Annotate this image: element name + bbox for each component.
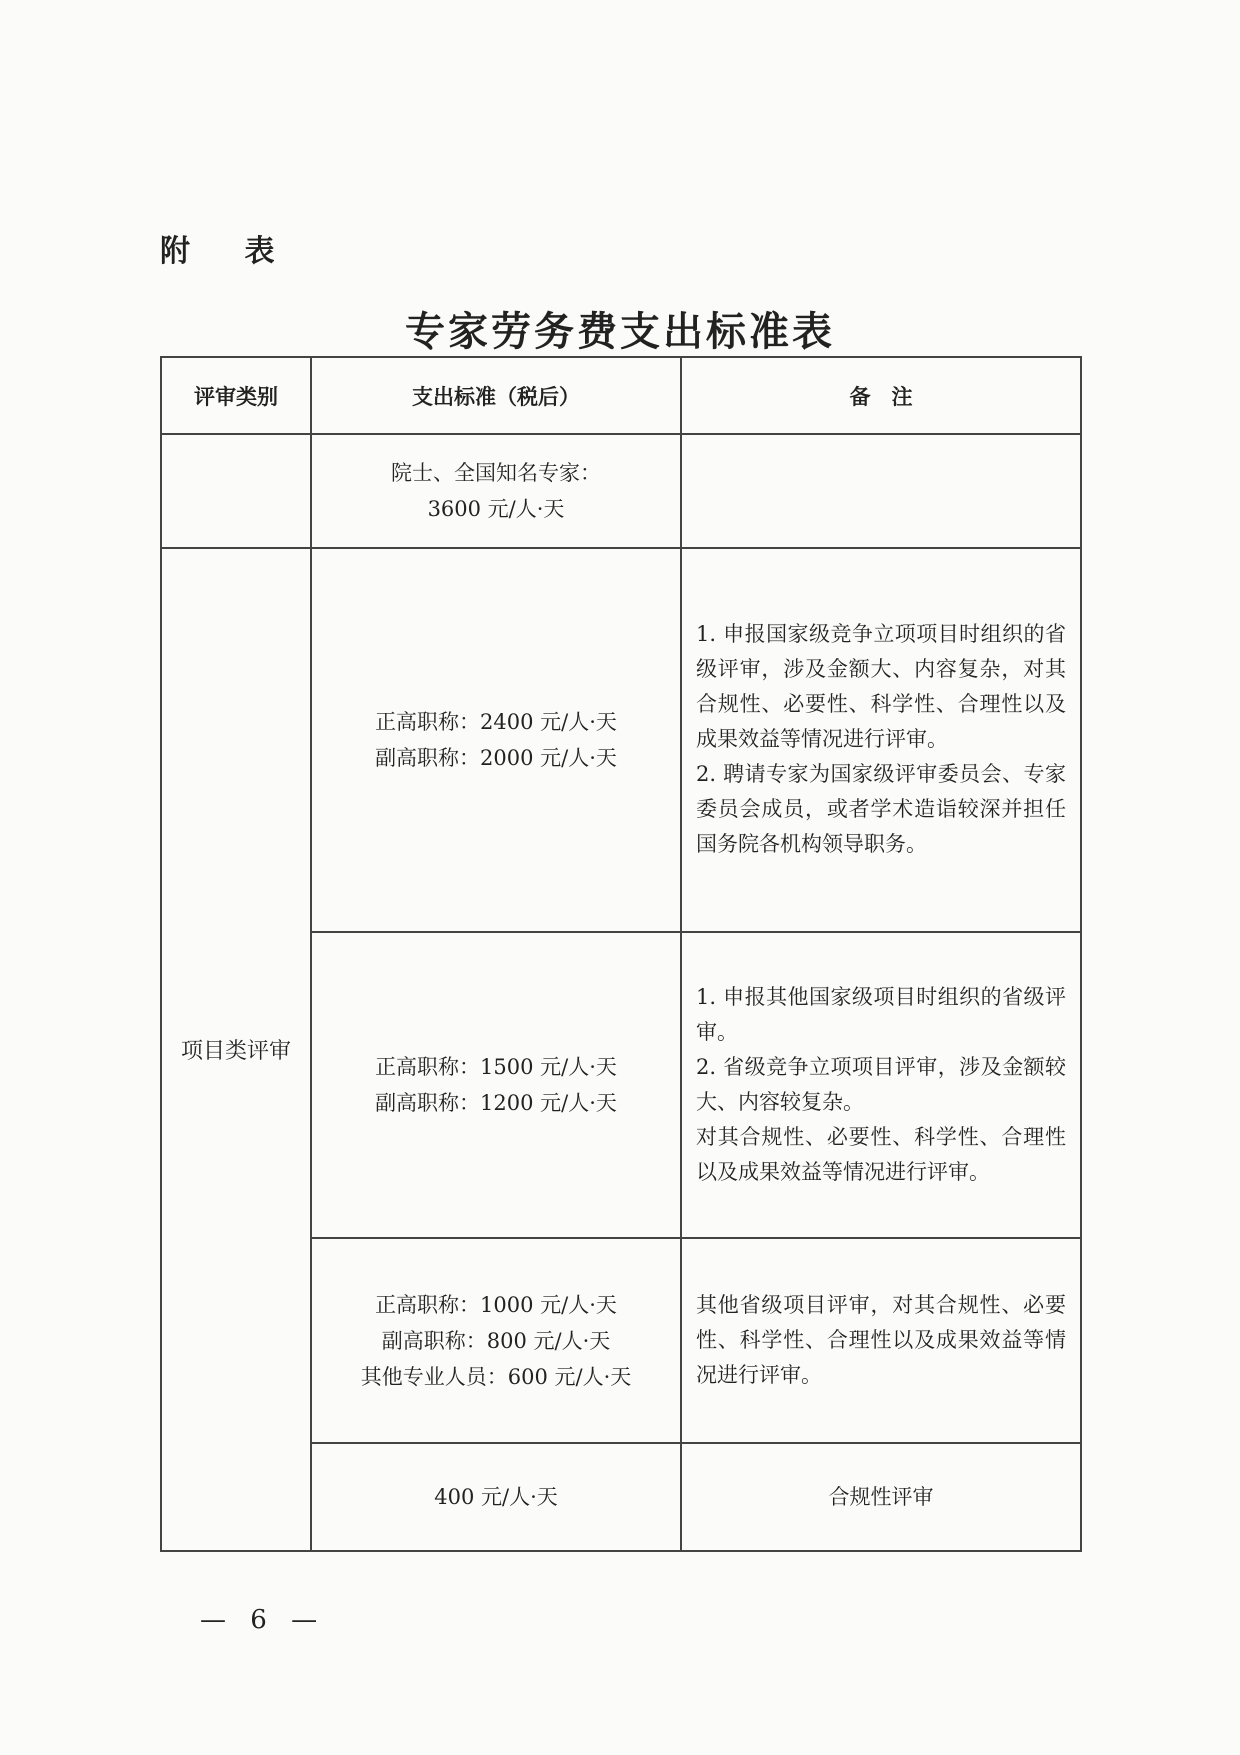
category-cell-empty bbox=[161, 434, 311, 548]
note-line: 2. 省级竞争立项项目评审，涉及金额较大、内容较复杂。 bbox=[696, 1054, 1066, 1114]
standard-line: 副高职称：2000 元/人·天 bbox=[375, 745, 617, 770]
standard-cell bbox=[311, 434, 681, 548]
document-title: 专家劳务费支出标准表 bbox=[405, 308, 835, 355]
notes-cell bbox=[681, 548, 1081, 932]
note-line: 1. 申报国家级竞争立项项目时组织的省级评审，涉及金额大、内容复杂，对其合规性、必要性、科学性、合理性以及成果效益等情况进行评审。 bbox=[696, 622, 1066, 752]
notes-cell bbox=[681, 1238, 1081, 1443]
standard-line: 正高职称：1500 元/人·天 bbox=[375, 1054, 617, 1079]
standard-line: 正高职称：2400 元/人·天 bbox=[375, 709, 617, 734]
standard-line: 院士、全国知名专家： bbox=[391, 461, 601, 485]
table-row bbox=[161, 434, 1081, 548]
standard-cell bbox=[311, 1443, 681, 1551]
expert-fee-table bbox=[160, 356, 1082, 1552]
note-line: 合规性评审 bbox=[828, 1484, 934, 1509]
header-standard: 支出标准（税后） bbox=[311, 357, 681, 434]
notes-cell-empty bbox=[681, 434, 1081, 548]
standard-line: 正高职称：1000 元/人·天 bbox=[375, 1292, 617, 1317]
standard-cell bbox=[311, 932, 681, 1239]
standard-line: 副高职称：800 元/人·天 bbox=[381, 1328, 611, 1353]
note-line: 其他省级项目评审，对其合规性、必要性、科学性、合理性以及成果效益等情况进行评审。 bbox=[696, 1293, 1066, 1388]
note-line: 对其合规性、必要性、科学性、合理性以及成果效益等情况进行评审。 bbox=[696, 1124, 1066, 1184]
header-notes: 备 注 bbox=[681, 357, 1081, 434]
notes-cell bbox=[681, 1443, 1081, 1551]
note-line: 1. 申报其他国家级项目时组织的省级评审。 bbox=[696, 984, 1066, 1044]
notes-cell bbox=[681, 932, 1081, 1239]
page-number: — 6 — bbox=[200, 1605, 326, 1635]
standard-cell bbox=[311, 1238, 681, 1443]
standard-line: 3600 元/人·天 bbox=[427, 497, 565, 521]
standard-line: 其他专业人员：600 元/人·天 bbox=[360, 1364, 632, 1389]
annex-label: 附 表 bbox=[160, 234, 297, 269]
standard-line: 400 元/人·天 bbox=[434, 1485, 558, 1510]
standard-line: 副高职称：1200 元/人·天 bbox=[375, 1090, 617, 1115]
standard-cell bbox=[311, 548, 681, 932]
note-line: 2. 聘请专家为国家级评审委员会、专家委员会成员，或者学术造诣较深并担任国务院各机构领导职务。 bbox=[696, 762, 1066, 857]
header-category: 评审类别 bbox=[161, 357, 311, 434]
table-row bbox=[161, 548, 1081, 932]
category-cell: 项目类评审 bbox=[161, 548, 311, 1551]
table-header-row bbox=[161, 357, 1081, 434]
